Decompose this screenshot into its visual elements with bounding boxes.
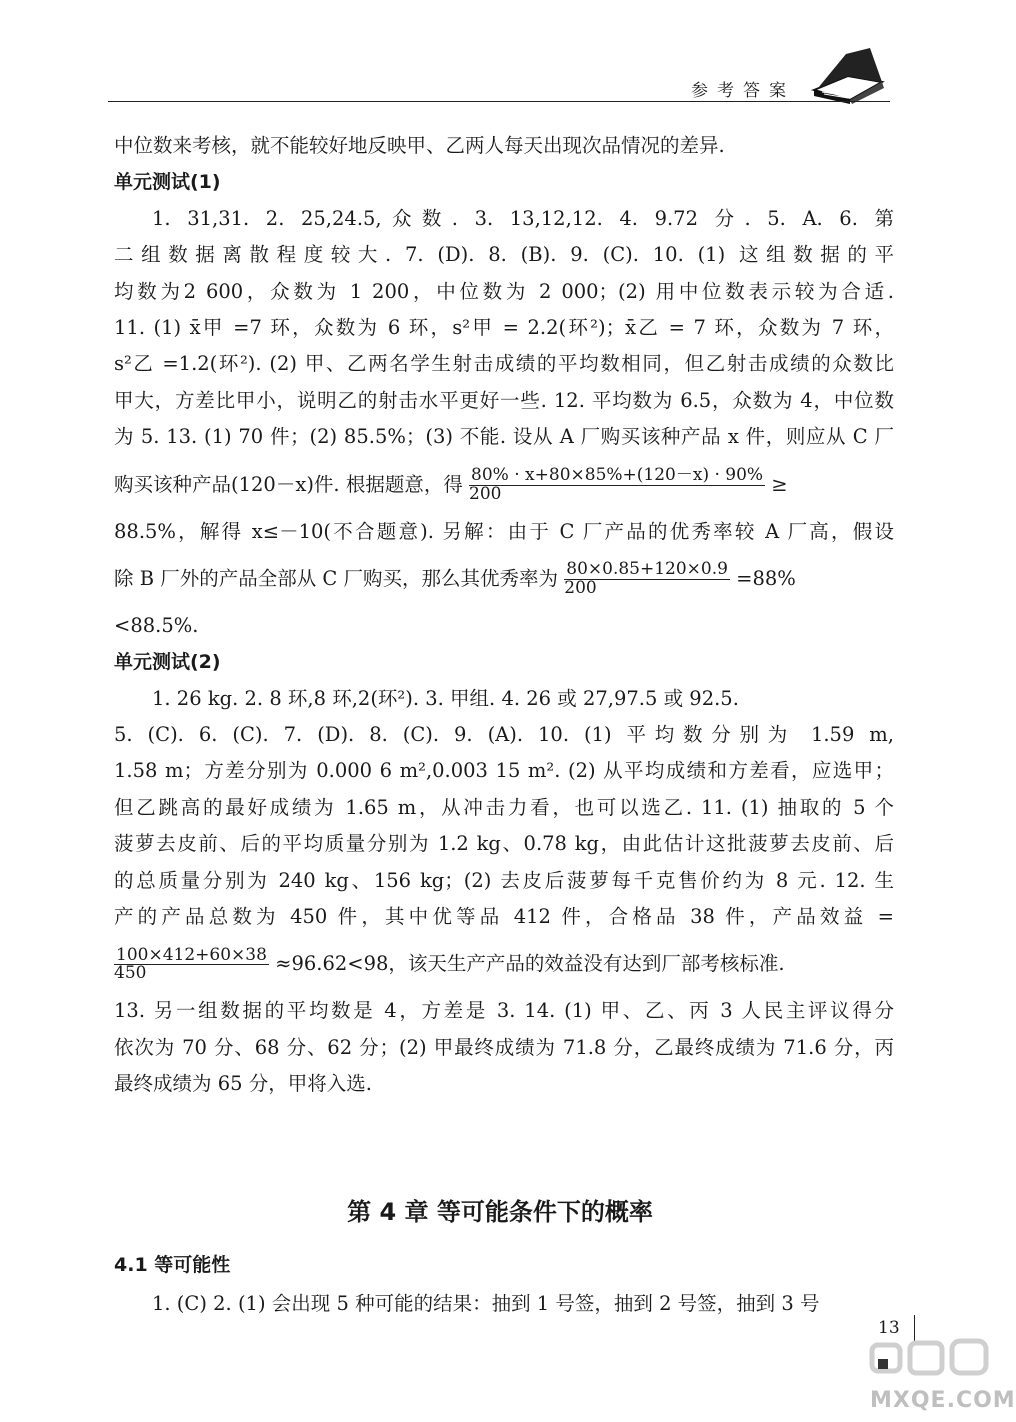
text-line: 为 5. 13. (1) 70 件；(2) 85.5%；(3) 不能. 设从 A 厂购买该种产品 x 件，则应从 C 厂	[114, 425, 894, 449]
fraction-denominator: 450	[114, 963, 147, 984]
answer-content	[114, 128, 894, 1103]
fraction-numerator: 100×412+60×38	[116, 944, 267, 965]
text-line: 依次为 70 分、68 分、62 分；(2) 甲最终成绩为 71.8 分，乙最终成绩为 71.6 分，丙	[114, 1035, 894, 1059]
subsection-heading: 4.1 等可能性	[114, 1254, 231, 1276]
chapter-title: 第 4 章 等可能条件下的概率	[347, 1198, 653, 1226]
fraction	[564, 561, 730, 598]
formula-line	[114, 456, 894, 514]
watermark-text: MXQE.COM	[870, 1388, 1016, 1413]
section-heading: 单元测试(2)	[114, 651, 221, 674]
text-line: 中位数来考核，就不能较好地反映甲、乙两人每天出现次品情况的差异.	[114, 134, 725, 157]
text-line: 5. (C). 6. (C). 7. (D). 8. (C). 9. (A). 10. (1) 平均数分别为 1.59 m,	[114, 723, 894, 747]
text-line: 的总质量分别为 240 kg、156 kg；(2) 去皮后菠萝每千克售价约为 8 元. 12. 生	[114, 868, 894, 892]
text-segment: ≥	[771, 472, 788, 496]
text-line: 最终成绩为 65 分，甲将入选.	[114, 1072, 372, 1096]
text-line: s²乙 =1.2(环²). (2) 甲、乙两名学生射击成绩的平均数相同，但乙射击成绩的众数比	[114, 352, 894, 376]
text-line: 88.5%，解得 x≤－10(不合题意). 另解：由于 C 厂产品的优秀率较 A 厂高，假设	[114, 519, 894, 543]
text-line: 二组数据离散程度较大. 7. (D). 8. (B). 9. (C). 10. (1) 这组数据的平	[114, 243, 894, 267]
header-rule	[108, 101, 890, 102]
text-line: 1. 26 kg. 2. 8 环,8 环,2(环²). 3. 甲组. 4. 26 或 27,97.5 或 92.5.	[152, 686, 739, 710]
page-number: 13	[878, 1318, 900, 1338]
text-line: 但乙跳高的最好成绩为 1.65 m，从冲击力看，也可以选乙. 11. (1) 抽取的 5 个	[114, 795, 894, 819]
text-line: <88.5%.	[114, 613, 199, 637]
fraction-denominator: 200	[469, 483, 502, 504]
text-line: 甲大，方差比甲小，说明乙的射击水平更好一些. 12. 平均数为 6.5，众数为 4，中位数	[114, 388, 894, 412]
text-segment: 购买该种产品(120－x)件. 根据题意，得	[114, 472, 463, 496]
header-title: 参考答案	[691, 81, 795, 101]
text-line: 1. (C) 2. (1) 会出现 5 种可能的结果：抽到 1 号签，抽到 2 号签，抽到 3 号	[152, 1292, 820, 1315]
fraction-numerator: 80% · x+80×85%+(120－x) · 90%	[471, 464, 764, 485]
section-heading: 单元测试(1)	[114, 171, 221, 194]
text-line: 13. 另一组数据的平均数是 4，方差是 3. 14. (1) 甲、乙、丙 3 人民主评议得分	[114, 999, 894, 1023]
formula-line	[114, 935, 894, 993]
book-icon	[808, 46, 888, 104]
text-line: 1. 31,31. 2. 25,24.5,众数. 3. 13,12,12. 4. 9.72 分. 5. A. 6. 第	[152, 206, 894, 230]
text-segment: =88%	[736, 566, 796, 590]
fraction	[469, 464, 765, 504]
text-segment: ≈96.62<98，该天生产产品的效益没有达到厂部考核标准.	[275, 952, 785, 976]
text-line: 菠萝去皮前、后的平均质量分别为 1.2 kg、0.78 kg，由此估计这批菠萝去皮前、后	[114, 832, 894, 856]
text-line: 11. (1) x̄甲 =7 环，众数为 6 环，s²甲 = 2.2(环²)；x̄乙 = 7 环，众数为 7 环，	[114, 315, 894, 339]
fraction	[114, 944, 269, 984]
text-segment: 除 B 厂外的产品全部从 C 厂购买，那么其优秀率为	[114, 566, 559, 590]
text-line: 均数为2 600，众数为 1 200，中位数为 2 000；(2) 用中位数表示较为合适.	[114, 279, 894, 303]
formula-line	[114, 550, 894, 608]
text-line: 1.58 m；方差分别为 0.000 6 m²,0.003 15 m². (2) 从平均成绩和方差看，应选甲；	[114, 759, 894, 783]
page-header	[0, 0, 1000, 110]
text-line: 产的产品总数为 450 件，其中优等品 412 件，合格品 38 件，产品效益 =	[114, 905, 894, 929]
fraction-denominator: 200	[564, 577, 597, 598]
fraction-numerator: 80×0.85+120×0.9	[566, 559, 728, 580]
